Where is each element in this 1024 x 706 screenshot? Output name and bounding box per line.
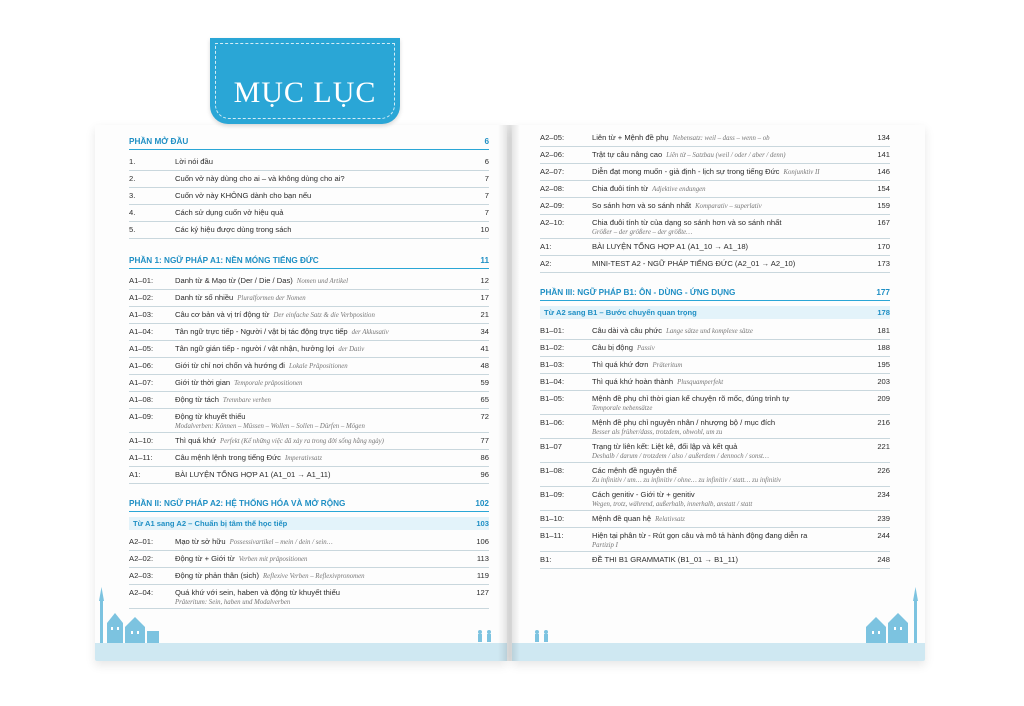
- entry-title: Danh từ & Mạo từ (Der / Die / Das) Nomen und Artikel: [175, 276, 349, 285]
- entry-german-title: Reflexive Verben – Reflexivpronomen: [263, 573, 365, 580]
- entry-divider: [129, 550, 489, 551]
- entry-divider: [540, 527, 890, 528]
- toc-entry: [540, 184, 890, 194]
- entry-title: Diễn đạt mong muốn - giả định - lịch sự trong tiếng Đức Konjunktiv II: [592, 167, 820, 176]
- entry-divider: [129, 584, 489, 585]
- entry-divider: [540, 373, 890, 374]
- people-icon: [475, 629, 499, 643]
- entry-divider: [540, 568, 890, 569]
- entry-page-number: 119: [476, 571, 489, 580]
- entry-code: B1–03:: [540, 360, 565, 369]
- entry-divider: [129, 340, 489, 341]
- entry-page-number: 167: [877, 218, 890, 227]
- entry-page-number: 181: [877, 326, 890, 335]
- entry-page-number: 106: [476, 537, 489, 546]
- toc-entry: [540, 326, 890, 336]
- toc-entry: [129, 537, 489, 547]
- entry-divider: [540, 163, 890, 164]
- entry-code: A1–05:: [129, 344, 154, 353]
- entry-code: A2–09:: [540, 201, 565, 210]
- entry-german-title: Perfekt (Kể những việc đã xảy ra trong đời sống hằng ngày): [219, 438, 384, 445]
- entry-page-number: 127: [476, 588, 489, 597]
- entry-page-number: 72: [480, 412, 489, 421]
- entry-divider: [129, 483, 489, 484]
- toc-entry: [129, 293, 489, 303]
- toc-entry: [540, 442, 890, 460]
- entry-page-number: 65: [480, 395, 489, 404]
- toc-entry: [129, 412, 489, 430]
- entry-code: B1–11:: [540, 531, 564, 540]
- entry-title: Chia đuôi tính từ Adjektive endungen: [592, 184, 706, 193]
- entry-page-number: 17: [480, 293, 489, 302]
- entry-page-number: 6: [484, 157, 489, 166]
- entry-german-title: Komparativ – superlativ: [695, 203, 762, 210]
- entry-divider: [540, 551, 890, 552]
- entry-german-title: Imperativsatz: [284, 455, 322, 462]
- toc-entry: [540, 418, 890, 436]
- entry-title: Cuốn vở này dùng cho ai – và không dùng cho ai?: [175, 174, 345, 183]
- entry-page-number: 221: [877, 442, 890, 451]
- entry-code: A2–01:: [129, 537, 154, 546]
- entry-german-title: Adjektive endungen: [652, 186, 706, 193]
- entry-german-title: Modalverben: Können – Müssen – Wollen – Sollen – Dürfen – Mögen: [175, 423, 365, 430]
- entry-german-title: Deshalb / darum / trotzdem / also / außerdem / dennoch / sonst…: [592, 453, 769, 460]
- subsection-page-number: 178: [877, 308, 890, 317]
- entry-code: B1–05:: [540, 394, 565, 403]
- entry-divider: [129, 323, 489, 324]
- entry-divider: [129, 187, 489, 188]
- entry-code: A2–04:: [129, 588, 154, 597]
- entry-title: Mệnh đề phụ chỉ thời gian kể chuyện rõ mốc, đúng trình tự: [592, 394, 790, 403]
- section-underline: [129, 268, 489, 269]
- entry-code: A1–07:: [129, 378, 154, 387]
- entry-page-number: 248: [877, 555, 890, 564]
- subsection-page-number: 103: [476, 519, 489, 528]
- entry-page-number: 154: [877, 184, 890, 193]
- entry-divider: [540, 255, 890, 256]
- entry-german-title: Relativsatz: [655, 516, 685, 523]
- entry-code: A1–01:: [129, 276, 154, 285]
- toc-entry: [129, 310, 489, 320]
- toc-entry: [129, 470, 489, 480]
- entry-divider: [540, 414, 890, 415]
- entry-german-title: Verben mit präpositionen: [238, 556, 308, 563]
- entry-divider: [540, 272, 890, 273]
- entry-divider: [129, 357, 489, 358]
- entry-code: A2–10:: [540, 218, 565, 227]
- section-heading: [129, 137, 489, 147]
- entry-page-number: 7: [484, 174, 489, 183]
- entry-page-number: 7: [484, 191, 489, 200]
- entry-title: Thì quá khứ hoàn thành Plusquamperfekt: [592, 377, 724, 386]
- entry-german-title: der Akkusativ: [351, 329, 389, 336]
- entry-title: Tân ngữ trực tiếp - Người / vật bị tác động trực tiếp der Akkusativ: [175, 327, 389, 336]
- entry-divider: [129, 567, 489, 568]
- entry-divider: [129, 289, 489, 290]
- entry-code: A1–09:: [129, 412, 154, 421]
- entry-page-number: 226: [877, 466, 890, 475]
- entry-title: Cách genitiv - Giới từ + genitiv: [592, 490, 695, 499]
- entry-page-number: 195: [877, 360, 890, 369]
- subsection-title: Từ A1 sang A2 – Chuẩn bị tâm thế học tiếp: [133, 519, 288, 528]
- entry-code: B1–10:: [540, 514, 565, 523]
- entry-code: A2–06:: [540, 150, 565, 159]
- entry-title: Động từ + Giới từ Verben mit präpositionen: [175, 554, 308, 563]
- entry-title: Liên từ + Mệnh đề phụ Nebensatz: weil – dass – wenn – ob: [592, 133, 770, 142]
- entry-title: MINI-TEST A2 - NGỮ PHÁP TIẾNG ĐỨC (A2_01 → A2_10): [592, 259, 796, 268]
- section-heading: [540, 288, 890, 298]
- entry-page-number: 77: [480, 436, 489, 445]
- entry-divider: [540, 238, 890, 239]
- entry-page-number: 96: [480, 470, 489, 479]
- entry-code: B1–09:: [540, 490, 565, 499]
- section-heading: [129, 499, 489, 509]
- banner-title: MỤC LỤC: [233, 76, 377, 109]
- entry-page-number: 209: [877, 394, 890, 403]
- entry-title: Hiện tại phân từ - Rút gọn câu và mô tả hành động đang diễn ra: [592, 531, 808, 540]
- toc-entry: [540, 242, 890, 252]
- entry-divider: [129, 306, 489, 307]
- toc-entry: [540, 514, 890, 524]
- entry-german-title: Passiv: [636, 345, 655, 352]
- entry-title: Cuốn vở này KHÔNG dành cho bạn nếu: [175, 191, 312, 200]
- entry-german-title: der Dativ: [338, 346, 365, 353]
- entry-german-title: Nebensatz: weil – dass – wenn – ob: [672, 135, 770, 142]
- toc-entry: [129, 225, 489, 235]
- entry-divider: [540, 390, 890, 391]
- entry-title: Mạo từ sở hữu Possessivartikel – mein / dein / sein…: [175, 537, 333, 546]
- entry-code: B1–08:: [540, 466, 565, 475]
- entry-page-number: 113: [476, 554, 489, 563]
- entry-code: A1–06:: [129, 361, 154, 370]
- entry-title: Mệnh đề quan hệ Relativsatz: [592, 514, 685, 523]
- entry-page-number: 41: [480, 344, 489, 353]
- entry-code: A1–03:: [129, 310, 154, 319]
- entry-page-number: 21: [480, 310, 489, 319]
- section-title: PHẦN 1: NGỮ PHÁP A1: NỀN MÓNG TIẾNG ĐỨC: [129, 256, 319, 265]
- entry-divider: [129, 408, 489, 409]
- entry-german-title: Temporale präpositionen: [234, 380, 303, 387]
- entry-title: Cách sử dụng cuốn vở hiệu quả: [175, 208, 284, 217]
- entry-divider: [540, 197, 890, 198]
- people-icon: [532, 629, 556, 643]
- section-heading: [129, 256, 489, 266]
- entry-code: A2–03:: [129, 571, 154, 580]
- toc-entry: [129, 208, 489, 218]
- entry-page-number: 86: [480, 453, 489, 462]
- section-page-number: 177: [876, 288, 890, 297]
- entry-divider: [129, 238, 489, 239]
- entry-divider: [540, 180, 890, 181]
- entry-page-number: 10: [480, 225, 489, 234]
- entry-title: Quá khứ với sein, haben và động từ khuyết thiếu: [175, 588, 341, 597]
- entry-page-number: 170: [877, 242, 890, 251]
- entry-divider: [540, 438, 890, 439]
- entry-divider: [540, 146, 890, 147]
- entry-title: Giới từ chỉ nơi chốn và hướng đi Lokale Präpositionen: [175, 361, 348, 370]
- entry-title: Động từ phản thân (sich) Reflexive Verben – Reflexivpronomen: [175, 571, 365, 580]
- entry-title: Câu bị động Passiv: [592, 343, 655, 352]
- entry-divider: [540, 462, 890, 463]
- entry-german-title: Lokale Präpositionen: [288, 363, 348, 370]
- toc-entry: [540, 218, 890, 236]
- entry-german-title: Temporale nebensätze: [592, 405, 653, 412]
- entry-page-number: 7: [484, 208, 489, 217]
- entry-code: A1–08:: [129, 395, 154, 404]
- city-skyline-icon: [862, 583, 924, 643]
- entry-divider: [540, 339, 890, 340]
- entry-page-number: 12: [480, 276, 489, 285]
- entry-divider: [129, 449, 489, 450]
- subsection-heading: [544, 308, 890, 318]
- entry-code: 4.: [129, 208, 136, 217]
- entry-page-number: 34: [480, 327, 489, 336]
- entry-page-number: 48: [480, 361, 489, 370]
- entry-code: B1–04:: [540, 377, 565, 386]
- toc-entry: [129, 174, 489, 184]
- toc-entry: [540, 490, 890, 508]
- toc-entry: [129, 571, 489, 581]
- entry-divider: [129, 170, 489, 171]
- entry-code: A1–10:: [129, 436, 154, 445]
- entry-code: A1:: [540, 242, 552, 251]
- entry-german-title: Größer – der größere – der größte…: [592, 229, 693, 236]
- entry-title: Các mệnh đề nguyên thể: [592, 466, 677, 475]
- toc-entry: [540, 259, 890, 269]
- entry-german-title: Trennbare verben: [222, 397, 271, 404]
- entry-code: A1–02:: [129, 293, 154, 302]
- entry-page-number: 173: [877, 259, 890, 268]
- entry-german-title: Besser als früher/dass, trotzdem, obwohl, um zu: [592, 429, 723, 436]
- entry-german-title: Präteritum: [652, 362, 683, 369]
- entry-title: Lời nói đầu: [175, 157, 213, 166]
- entry-page-number: 188: [877, 343, 890, 352]
- entry-page-number: 146: [877, 167, 890, 176]
- entry-code: B1–06:: [540, 418, 565, 427]
- entry-title: Chia đuôi tính từ của dạng so sánh hơn và so sánh nhất: [592, 218, 782, 227]
- entry-code: 5.: [129, 225, 136, 234]
- entry-title: ĐỀ THI B1 GRAMMATIK (B1_01 → B1_11): [592, 555, 739, 564]
- toc-entry: [129, 361, 489, 371]
- entry-page-number: 134: [877, 133, 890, 142]
- entry-german-title: Präteritum: Sein, haben und Modalverben: [175, 599, 291, 606]
- entry-divider: [129, 374, 489, 375]
- toc-entry: [540, 343, 890, 353]
- entry-german-title: Konjunktiv II: [783, 169, 820, 176]
- entry-title: Giới từ thời gian Temporale präpositionen: [175, 378, 303, 387]
- entry-title: BÀI LUYỆN TỔNG HỢP A1 (A1_10 → A1_18): [592, 242, 749, 251]
- entry-divider: [540, 486, 890, 487]
- entry-title: Trật tự câu nâng cao Liên từ – Satzbau (weil / oder / aber / denn): [592, 150, 786, 159]
- entry-title: Các ký hiệu được dùng trong sách: [175, 225, 292, 234]
- right-page: [512, 125, 925, 661]
- toc-entry: [129, 344, 489, 354]
- toc-entry: [129, 191, 489, 201]
- toc-entry: [540, 201, 890, 211]
- book-fold: [498, 125, 520, 661]
- entry-title: Câu mệnh lệnh trong tiếng Đức Imperativsatz: [175, 453, 322, 462]
- entry-code: B1–07: [540, 442, 562, 451]
- entry-divider: [129, 221, 489, 222]
- subsection-title: Từ A2 sang B1 – Bước chuyển quan trọng: [544, 308, 697, 317]
- entry-title: Câu dài và câu phức Lange sätze und komplexe sätze: [592, 326, 753, 335]
- section-page-number: 102: [475, 499, 489, 508]
- entry-page-number: 234: [877, 490, 890, 499]
- entry-title: Động từ tách Trennbare verben: [175, 395, 271, 404]
- entry-page-number: 244: [877, 531, 890, 540]
- toc-entry: [540, 531, 890, 549]
- entry-german-title: Partizip I: [592, 542, 618, 549]
- entry-code: B1–01:: [540, 326, 565, 335]
- entry-code: 2.: [129, 174, 136, 183]
- entry-code: A1:: [129, 470, 141, 479]
- entry-title: Thì quá khứ đơn Präteritum: [592, 360, 683, 369]
- entry-title: BÀI LUYỆN TỔNG HỢP A1 (A1_01 → A1_11): [175, 470, 331, 479]
- toc-entry: [540, 466, 890, 484]
- entry-code: 3.: [129, 191, 136, 200]
- entry-german-title: Nomen und Artikel: [296, 278, 349, 285]
- entry-german-title: Zu infinitiv / um… zu infinitiv / ohne… zu infinitiv / statt… zu infinitiv: [592, 477, 781, 484]
- toc-entry: [129, 436, 489, 446]
- toc-entry: [540, 394, 890, 412]
- entry-title: Động từ khuyết thiếu: [175, 412, 246, 421]
- entry-german-title: Liên từ – Satzbau (weil / oder / aber / denn): [666, 152, 786, 159]
- left-page: [95, 125, 507, 661]
- entry-german-title: Lange sätze und komplexe sätze: [666, 328, 753, 335]
- toc-entry: [129, 327, 489, 337]
- bottom-strip-left: [95, 643, 507, 661]
- toc-entry: [540, 167, 890, 177]
- entry-german-title: Possessivartikel – mein / dein / sein…: [229, 539, 333, 546]
- toc-entry: [540, 150, 890, 160]
- toc-entry: [129, 588, 489, 606]
- entry-divider: [540, 356, 890, 357]
- entry-title: Thì quá khứ Perfekt (Kể những việc đã xảy ra trong đời sống hằng ngày): [175, 436, 384, 445]
- section-title: PHẦN MỞ ĐẦU: [129, 137, 189, 146]
- entry-page-number: 141: [877, 150, 890, 159]
- entry-german-title: Plusquamperfekt: [677, 379, 724, 386]
- entry-page-number: 239: [877, 514, 890, 523]
- toc-entry: [540, 377, 890, 387]
- entry-divider: [540, 214, 890, 215]
- entry-divider: [129, 466, 489, 467]
- toc-entry: [540, 133, 890, 143]
- entry-title: Mệnh đề phụ chỉ nguyên nhân / nhượng bộ / mục đích: [592, 418, 776, 427]
- entry-code: 1.: [129, 157, 136, 166]
- entry-german-title: Wegen, trotz, während, außerhalb, innerhalb, anstatt / statt: [592, 501, 753, 508]
- entry-divider: [129, 608, 489, 609]
- entry-title: Tân ngữ gián tiếp - người / vật nhận, hưởng lợi der Dativ: [175, 344, 365, 353]
- toc-entry: [540, 360, 890, 370]
- section-title: PHẦN III: NGỮ PHÁP B1: ÔN - DÙNG - ỨNG DỤNG: [540, 288, 736, 297]
- entry-divider: [129, 204, 489, 205]
- entry-code: A1–11:: [129, 453, 153, 462]
- toc-entry: [129, 378, 489, 388]
- entry-title: So sánh hơn và so sánh nhất Komparativ – superlativ: [592, 201, 762, 210]
- entry-title: Danh từ số nhiều Pluralformen der Nomen: [175, 293, 306, 302]
- toc-entry: [129, 453, 489, 463]
- toc-entry: [129, 157, 489, 167]
- entry-code: A1–04:: [129, 327, 154, 336]
- entry-code: A2–05:: [540, 133, 565, 142]
- title-banner: [210, 38, 400, 124]
- entry-page-number: 216: [877, 418, 890, 427]
- entry-page-number: 59: [480, 378, 489, 387]
- entry-code: A2–07:: [540, 167, 565, 176]
- section-page-number: 11: [480, 256, 489, 265]
- entry-code: A2–08:: [540, 184, 565, 193]
- toc-entry: [129, 554, 489, 564]
- subsection-heading: [133, 519, 489, 529]
- entry-divider: [129, 391, 489, 392]
- bottom-strip-right: [512, 643, 925, 661]
- entry-german-title: Pluralformen der Nomen: [237, 295, 306, 302]
- toc-entry: [129, 395, 489, 405]
- section-page-number: 6: [484, 137, 489, 146]
- entry-page-number: 203: [877, 377, 890, 386]
- entry-title: Câu cơ bản và vị trí động từ Der einfache Satz & die Verbposition: [175, 310, 375, 319]
- toc-entry: [540, 555, 890, 565]
- entry-code: B1:: [540, 555, 552, 564]
- section-underline: [540, 300, 890, 301]
- city-skyline-icon: [95, 583, 165, 643]
- section-underline: [129, 511, 489, 512]
- section-title: PHẦN II: NGỮ PHÁP A2: HỆ THỐNG HÓA VÀ MỞ RỘNG: [129, 499, 346, 508]
- entry-code: A2–02:: [129, 554, 154, 563]
- entry-page-number: 159: [877, 201, 890, 210]
- entry-code: A2:: [540, 259, 552, 268]
- entry-divider: [540, 510, 890, 511]
- entry-divider: [129, 432, 489, 433]
- entry-title: Trạng từ liên kết: Liệt kê, đối lập và kết quả: [592, 442, 738, 451]
- entry-german-title: Der einfache Satz & die Verbposition: [273, 312, 375, 319]
- toc-entry: [129, 276, 489, 286]
- entry-code: B1–02:: [540, 343, 565, 352]
- section-underline: [129, 149, 489, 150]
